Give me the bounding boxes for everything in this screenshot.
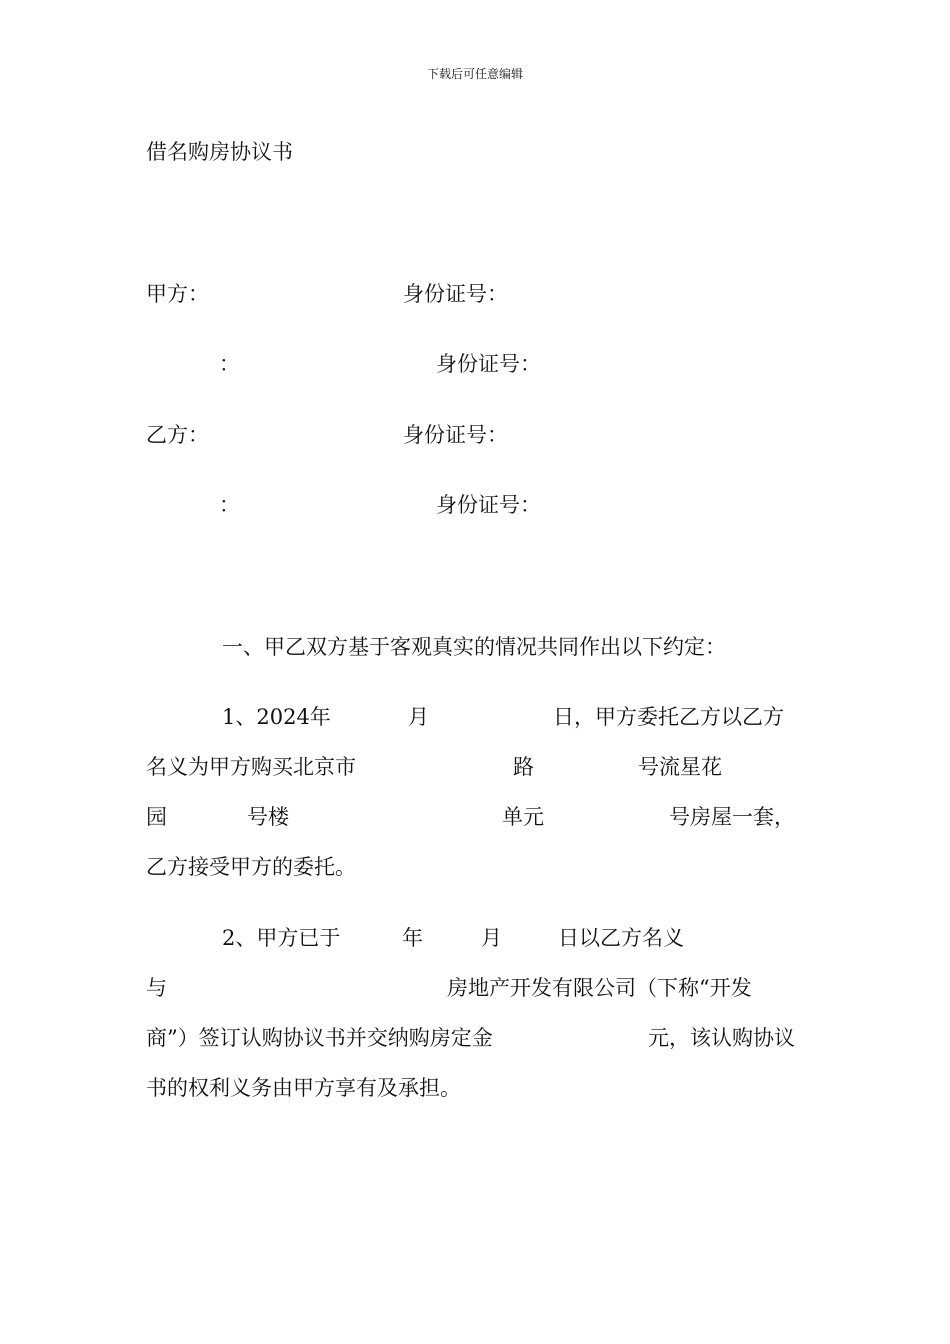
clause2-line1-a: 2、甲方已于	[222, 926, 341, 950]
clause1-line3-a: 园	[146, 805, 167, 829]
party-b-label: 乙方：	[146, 423, 209, 447]
party-b-id-label: 身份证号：	[403, 423, 508, 447]
party-a-id-label: 身份证号：	[403, 282, 508, 306]
clause2-line2-a: 与	[146, 976, 167, 1000]
party-a2-label: ：	[219, 352, 240, 376]
party-a2-id-label: 身份证号：	[436, 352, 541, 376]
clause2-line3-a: 商”）签订认购协议书并交纳购房定金	[146, 1026, 493, 1050]
clause1-line1-c: 日，甲方委托乙方以乙方	[553, 705, 784, 729]
header-note: 下载后可任意编辑	[426, 67, 523, 81]
clause1-line1-b: 月	[408, 705, 429, 729]
clause1-line1-a: 1、2024年	[222, 705, 331, 729]
clause2-line1-b: 年	[402, 926, 423, 950]
party-b2-label: ：	[219, 493, 240, 517]
clause1-line2-b: 路	[513, 755, 534, 779]
clause1-line2-c: 号流星花	[638, 755, 722, 779]
document-title: 借名购房协议书	[146, 140, 293, 164]
party-a-label: 甲方：	[146, 282, 209, 306]
clause2-line1-d: 日以乙方名义	[558, 926, 684, 950]
section-heading: 一、甲乙双方基于客观真实的情况共同作出以下约定：	[222, 635, 726, 659]
clause2-line3-b: 元，该认购协议	[648, 1026, 795, 1050]
clause1-line3-c: 单元	[502, 805, 544, 829]
clause1-line4: 乙方接受甲方的委托。	[146, 855, 356, 879]
clause2-line2-b: 房地产开发有限公司（下称“开发	[447, 976, 752, 1000]
party-b2-id-label: 身份证号：	[436, 493, 541, 517]
clause1-line3-b: 号楼	[247, 805, 289, 829]
clause2-line4: 书的权利义务由甲方享有及承担。	[146, 1076, 461, 1100]
clause2-line1-c: 月	[481, 926, 502, 950]
clause1-line2-a: 名义为甲方购买北京市	[146, 755, 356, 779]
clause1-line3-d: 号房屋一套，	[669, 805, 795, 829]
